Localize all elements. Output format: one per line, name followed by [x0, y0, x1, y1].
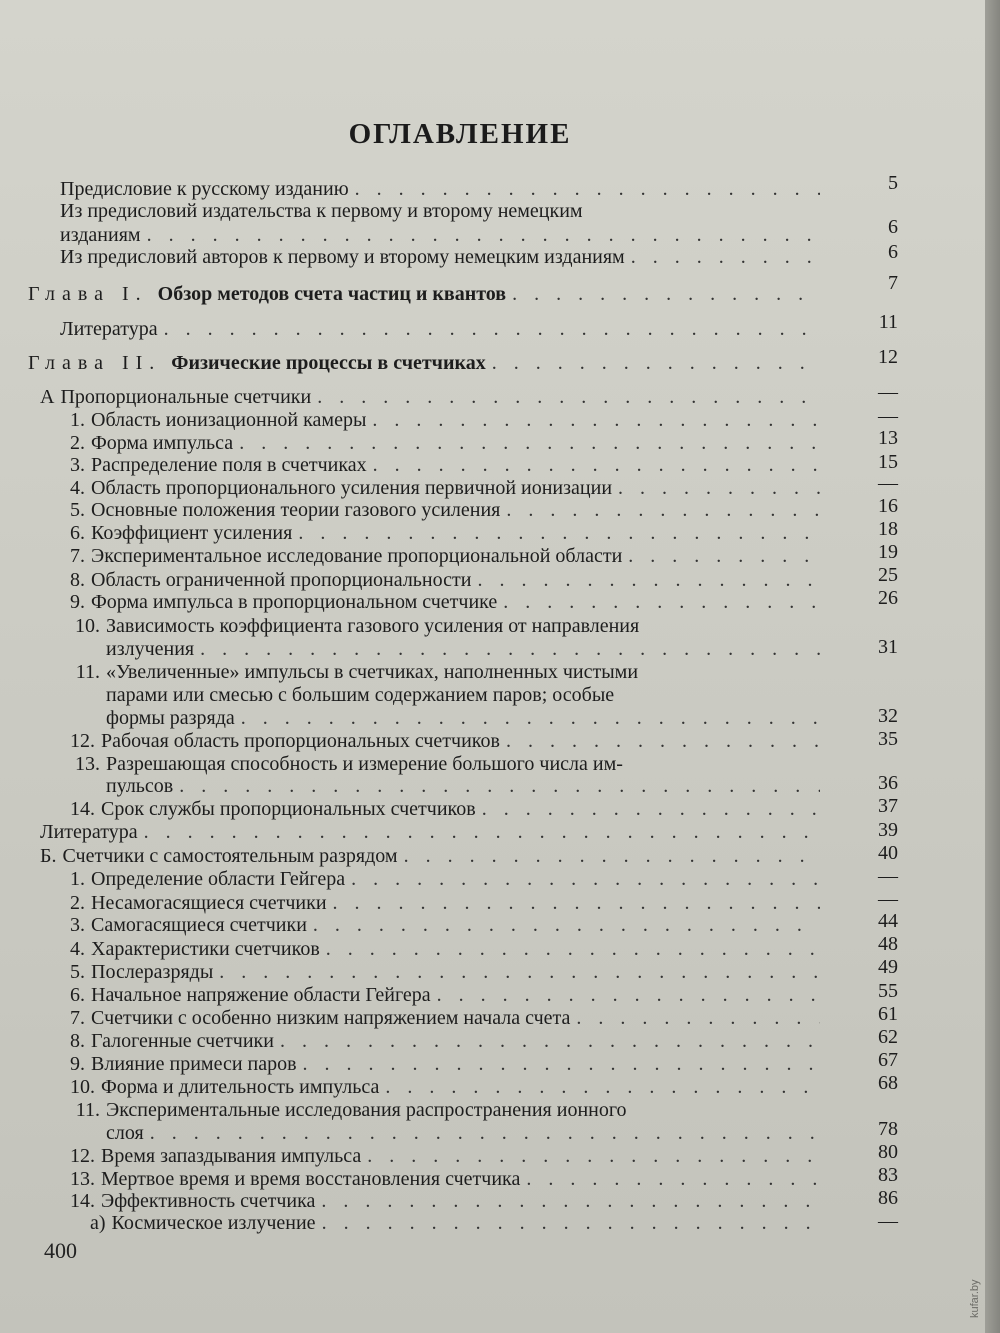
- toc-page-number: 80: [878, 1141, 898, 1163]
- toc-entry: [70, 892, 820, 914]
- dot-leader: [241, 707, 820, 729]
- toc-entry-number: а): [90, 1212, 106, 1234]
- dot-leader: [322, 1212, 820, 1234]
- dot-leader: [150, 1122, 820, 1144]
- dot-leader: [372, 409, 820, 431]
- toc-entry-title: Срок службы пропорциональных счетчиков: [101, 798, 476, 820]
- dot-leader: [333, 892, 820, 914]
- toc-entry: [40, 845, 820, 867]
- toc-entry: [70, 432, 820, 454]
- dot-leader: [618, 477, 820, 499]
- toc-entry-number: 11.: [75, 1099, 100, 1121]
- dot-leader: [526, 1168, 820, 1190]
- toc-entry-number: 7.: [70, 1007, 85, 1029]
- toc-entry: [70, 477, 820, 499]
- toc-page-number: 36: [878, 772, 898, 794]
- toc-entry: [70, 615, 820, 637]
- toc-entry-title: Счетчики с самостоятельным разрядом: [62, 845, 398, 867]
- toc-entry: [70, 522, 820, 544]
- toc-entry: [60, 178, 820, 200]
- toc-entry-title: Послеразряды: [91, 961, 214, 983]
- page-number-folio: 400: [44, 1238, 77, 1263]
- toc-entry-title: Самогасящиеся счетчики: [91, 914, 307, 936]
- toc-entry-title: Счетчики с особенно низким напряжением начала счета: [91, 1007, 571, 1029]
- dot-leader: [321, 1190, 820, 1212]
- toc-entry-title-continued: формы разряда: [106, 707, 235, 729]
- toc-entry-title-continued: пульсов: [106, 775, 174, 797]
- dot-leader: [144, 821, 820, 843]
- toc-entry: [70, 454, 820, 476]
- toc-entry-title: Пропорциональные счетчики: [60, 386, 312, 408]
- toc-entry: [70, 1076, 820, 1098]
- toc-entry: [70, 1145, 820, 1167]
- toc-entry: [70, 1168, 820, 1190]
- toc-page-number: 25: [878, 564, 898, 586]
- toc-entry-number: 3.: [70, 454, 85, 476]
- toc-page-number: 35: [878, 728, 898, 750]
- toc-entry-title: Область ионизационной камеры: [91, 409, 367, 431]
- toc-entry: [40, 821, 820, 843]
- toc-entry-title-continued: парами или смесью с большим содержанием паров; особые: [106, 684, 615, 706]
- dot-leader: [219, 961, 820, 983]
- toc-page-number: 5: [888, 172, 898, 194]
- toc-entry-number: 10.: [70, 1076, 95, 1098]
- dot-leader: [355, 178, 820, 200]
- toc-entry-number: 6.: [70, 984, 85, 1006]
- toc-page-number: —: [878, 405, 898, 427]
- toc-entry-number: 1.: [70, 409, 85, 431]
- dot-leader: [239, 432, 820, 454]
- dot-leader: [503, 591, 820, 613]
- toc-entry-title: Из предисловий авторов к первому и второму немецким изданиям: [60, 246, 625, 268]
- toc-page-number: —: [878, 865, 898, 887]
- page-title: ОГЛАВЛЕНИЕ: [348, 118, 572, 150]
- dot-leader: [506, 499, 820, 521]
- toc-entry: [70, 730, 820, 752]
- toc-entry: [70, 1099, 820, 1121]
- toc-entry: [70, 1190, 820, 1212]
- toc-page-number: 15: [878, 451, 898, 473]
- toc-entry-number: 5.: [70, 499, 85, 521]
- toc-entry: [70, 984, 820, 1006]
- dot-leader: [326, 938, 820, 960]
- toc-entry: [70, 938, 820, 960]
- toc-entry-title: Определение области Гейгера: [91, 868, 346, 890]
- dot-leader: [200, 638, 820, 660]
- toc-entry-title: Космическое излучение: [111, 1212, 316, 1234]
- toc-entry-title: Область ограниченной пропорциональности: [91, 569, 472, 591]
- dot-leader: [404, 845, 820, 867]
- toc-entry-number: Б.: [40, 845, 57, 867]
- toc-entry: [70, 1030, 820, 1052]
- toc-entry-number: 10.: [75, 615, 100, 637]
- dot-leader: [477, 569, 820, 591]
- toc-entry-continuation: [106, 1122, 820, 1144]
- toc-entry-title: Рабочая область пропорциональных счетчиков: [101, 730, 500, 752]
- toc-page-number: 19: [878, 541, 898, 563]
- toc-page-number: —: [878, 472, 898, 494]
- toc-entry-title: «Увеличенные» импульсы в счетчиках, наполненных чистыми: [106, 661, 639, 683]
- toc-entry-title: Коэффициент усиления: [91, 522, 293, 544]
- toc-page-number: 31: [878, 636, 898, 658]
- toc-chapter-entry: [28, 352, 820, 374]
- dot-leader: [367, 1145, 820, 1167]
- toc-entry: [70, 409, 820, 431]
- dot-leader: [313, 914, 820, 936]
- toc-page-number: 68: [878, 1072, 898, 1094]
- toc-entry-number: 7.: [70, 545, 85, 567]
- dot-leader: [147, 224, 820, 246]
- toc-page-number: 37: [878, 795, 898, 817]
- toc-entry-number: 2.: [70, 892, 85, 914]
- dot-leader: [492, 352, 820, 374]
- toc-entry: [70, 1007, 820, 1029]
- toc-entry-number: 12.: [70, 1145, 95, 1167]
- dot-leader: [482, 798, 820, 820]
- toc-entry-number: 9.: [70, 1053, 85, 1075]
- toc-page-number: 49: [878, 956, 898, 978]
- toc-entry-continuation: [106, 707, 820, 729]
- dot-leader: [351, 868, 820, 890]
- dot-leader: [385, 1076, 820, 1098]
- toc-entry-title: Экспериментальные исследования распространения ионного: [106, 1099, 627, 1121]
- toc-entry: [70, 868, 820, 890]
- toc-entry: [60, 200, 820, 222]
- toc-page-number: 83: [878, 1164, 898, 1186]
- toc-entry-title: Распределение поля в счетчиках: [91, 454, 367, 476]
- toc-entry-number: 8.: [70, 569, 85, 591]
- toc-entry-number: 14.: [70, 1190, 95, 1212]
- toc-entry-title: Мертвое время и время восстановления счетчика: [101, 1168, 521, 1190]
- dot-leader: [303, 1053, 820, 1075]
- toc-entry-number: 3.: [70, 914, 85, 936]
- dot-leader: [373, 454, 820, 476]
- toc-page-number: 40: [878, 842, 898, 864]
- toc-page-number: 61: [878, 1003, 898, 1025]
- dot-leader: [576, 1007, 820, 1029]
- toc-page-number: 16: [878, 495, 898, 517]
- toc-entry-title: Предисловие к русскому изданию: [60, 178, 349, 200]
- toc-page-number: 6: [888, 216, 898, 238]
- toc-page-number: 7: [888, 272, 898, 294]
- dot-leader: [506, 730, 820, 752]
- toc-entry-number: 4.: [70, 477, 85, 499]
- toc-entry-continuation: [106, 684, 820, 706]
- toc-page-number: 32: [878, 705, 898, 727]
- toc-entry-number: 5.: [70, 961, 85, 983]
- watermark-text: kufar.by: [969, 1279, 981, 1318]
- toc-entry-number: 9.: [70, 591, 85, 613]
- toc-page-number: —: [878, 381, 898, 403]
- toc-entry-number: 13.: [75, 753, 100, 775]
- dot-leader: [628, 545, 820, 567]
- toc-entry-number: А: [40, 386, 55, 408]
- toc-page-number: 86: [878, 1187, 898, 1209]
- dot-leader: [512, 283, 820, 305]
- toc-entry-number: Глава II.: [28, 352, 162, 374]
- toc-entry-title: Форма импульса: [91, 432, 234, 454]
- toc-entry: [70, 591, 820, 613]
- toc-entry-number: 1.: [70, 868, 85, 890]
- toc-entry-title: Основные положения теории газового усиления: [91, 499, 501, 521]
- toc-entry: [70, 569, 820, 591]
- toc-entry-continuation: [60, 224, 820, 246]
- toc-entry-title: Из предисловий издательства к первому и второму немецким: [60, 200, 583, 222]
- toc-entry-title: Зависимость коэффициента газового усиления от направления: [106, 615, 640, 637]
- toc-page-number: 11: [878, 311, 898, 333]
- toc-entry-title: Литература: [60, 318, 158, 340]
- toc-page-number: 44: [878, 910, 898, 932]
- toc-entry-number: Глава I.: [28, 283, 148, 305]
- toc-page-number: 6: [888, 241, 898, 263]
- toc-page-number: —: [878, 1210, 898, 1232]
- dot-leader: [317, 386, 820, 408]
- toc-page-number: 78: [878, 1118, 898, 1140]
- toc-entry-title: Влияние примеси паров: [91, 1053, 297, 1075]
- toc-entry-number: 11.: [75, 661, 100, 683]
- toc-entry-number: 14.: [70, 798, 95, 820]
- toc-entry-number: 8.: [70, 1030, 85, 1052]
- toc-entry-title: Характеристики счетчиков: [91, 938, 320, 960]
- toc-page-number: 62: [878, 1026, 898, 1048]
- dot-leader: [179, 775, 820, 797]
- toc-entry-title: Экспериментальное исследование пропорциональной области: [91, 545, 623, 567]
- toc-entry-title: Область пропорционального усиления первичной ионизации: [91, 477, 613, 499]
- toc-page-number: 13: [878, 427, 898, 449]
- toc-page-number: —: [878, 888, 898, 910]
- toc-page-number: 67: [878, 1049, 898, 1071]
- toc-entry: [90, 1212, 820, 1234]
- toc-entry: [70, 545, 820, 567]
- toc-page-number: 48: [878, 933, 898, 955]
- toc-entry-title: Разрешающая способность и измерение большого числа им-: [106, 753, 623, 775]
- toc-entry-continuation: [106, 775, 820, 797]
- toc-entry-number: 13.: [70, 1168, 95, 1190]
- toc-entry-title-continued: изданиям: [60, 224, 141, 246]
- page-edge: [985, 0, 1000, 1333]
- toc-entry: [70, 961, 820, 983]
- toc-entry-title: Обзор методов счета частиц и квантов: [157, 283, 507, 305]
- dot-leader: [437, 984, 820, 1006]
- toc-entry: [70, 1053, 820, 1075]
- toc-entry: [70, 753, 820, 775]
- toc-entry: [40, 386, 820, 408]
- toc-entry: [70, 914, 820, 936]
- toc-entry-title: Литература: [40, 821, 138, 843]
- toc-entry-title: Начальное напряжение области Гейгера: [91, 984, 431, 1006]
- dot-leader: [631, 246, 820, 268]
- toc-entry-title: Эффективность счетчика: [101, 1190, 316, 1212]
- toc-page-number: 55: [878, 980, 898, 1002]
- toc-chapter-entry: [28, 283, 820, 305]
- toc-page-number: 26: [878, 587, 898, 609]
- toc-entry: [60, 318, 820, 340]
- toc-entry: [70, 661, 820, 683]
- toc-entry-title: Физические процессы в счетчиках: [171, 352, 486, 374]
- toc-entry-number: 12.: [70, 730, 95, 752]
- toc-entry-title-continued: слоя: [106, 1122, 144, 1144]
- toc-entry-number: 6.: [70, 522, 85, 544]
- toc-entry-number: 2.: [70, 432, 85, 454]
- toc-page-number: 18: [878, 518, 898, 540]
- toc-entry: [70, 798, 820, 820]
- dot-leader: [164, 318, 820, 340]
- toc-entry-title: Галогенные счетчики: [91, 1030, 274, 1052]
- toc-entry-title: Несамогасящиеся счетчики: [91, 892, 327, 914]
- dot-leader: [298, 522, 820, 544]
- toc-entry-title: Форма и длительность импульса: [101, 1076, 380, 1098]
- toc-entry-number: 4.: [70, 938, 85, 960]
- toc-entry: [60, 246, 820, 268]
- toc-entry-continuation: [106, 638, 820, 660]
- toc-entry-title: Форма импульса в пропорциональном счетчике: [91, 591, 498, 613]
- toc-page-number: 39: [878, 819, 898, 841]
- toc-entry-title: Время запаздывания импульса: [101, 1145, 362, 1167]
- watermark-logo: [968, 1240, 982, 1320]
- toc-entry-title-continued: излучения: [106, 638, 195, 660]
- dot-leader: [280, 1030, 820, 1052]
- toc-entry: [70, 499, 820, 521]
- toc-page-number: 12: [878, 346, 898, 368]
